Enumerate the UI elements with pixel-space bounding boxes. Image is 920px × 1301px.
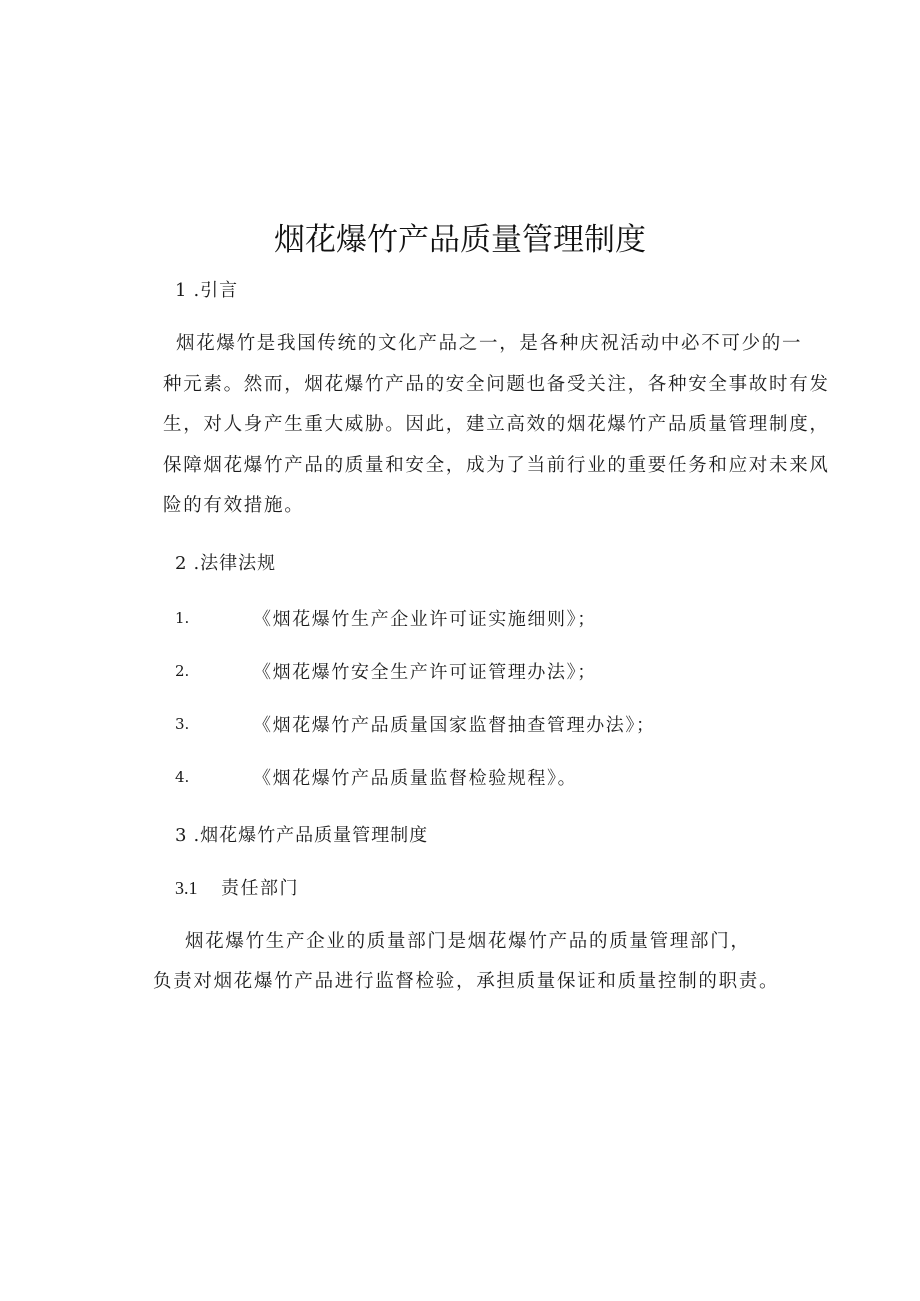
document-title: 烟花爆竹产品质量管理制度: [274, 222, 646, 258]
law-list-text: 《烟花爆竹产品质量国家监督抽查管理办法》；: [253, 715, 656, 736]
law-list-index: 3.: [175, 715, 190, 733]
section-1-title: .引言: [193, 280, 239, 301]
subsection-3-1-number: 3.1: [175, 878, 198, 898]
section-3-number: 3: [175, 825, 188, 846]
law-list-text: 《烟花爆竹安全生产许可证管理办法》；: [253, 662, 597, 683]
law-list-index: 4.: [175, 768, 190, 786]
subsection-3-1-heading: [175, 874, 299, 900]
section-1-heading: [175, 276, 238, 302]
law-list-index: 1.: [175, 609, 190, 627]
section-2-heading: [175, 549, 276, 575]
subsection-3-1-title: 责任部门: [221, 878, 299, 899]
section-3-title: .烟花爆竹产品质量管理制度: [193, 825, 429, 846]
section-2-number: 2: [175, 553, 188, 574]
subsection-3-1-line-1: 烟花爆竹生产企业的质量部门是烟花爆竹产品的质量管理部门，: [185, 931, 751, 952]
law-list-text: 《烟花爆竹产品质量监督检验规程》。: [253, 768, 578, 789]
section-1-line-5: 险的有效措施。: [163, 495, 305, 516]
subsection-3-1-line-2: 负责对烟花爆竹产品进行监督检验，承担质量保证和质量控制的职责。: [153, 971, 780, 992]
section-1-line-1: 烟花爆竹是我国传统的文化产品之一，是各种庆祝活动中必不可少的一: [176, 333, 803, 354]
section-1-number: 1: [175, 280, 188, 301]
law-list-index: 2.: [175, 662, 190, 680]
section-1-line-3: 生，对人身产生重大威胁。因此，建立高效的烟花爆竹产品质量管理制度，: [163, 414, 830, 435]
section-2-title: .法律法规: [193, 553, 277, 574]
law-list-text: 《烟花爆竹生产企业许可证实施细则》；: [253, 609, 597, 630]
section-3-heading: [175, 821, 428, 847]
section-1-line-2: 种元素。然而，烟花爆竹产品的安全问题也备受关注，各种安全事故时有发: [163, 374, 830, 395]
section-1-line-4: 保障烟花爆竹产品的质量和安全，成为了当前行业的重要任务和应对未来风: [163, 455, 830, 476]
